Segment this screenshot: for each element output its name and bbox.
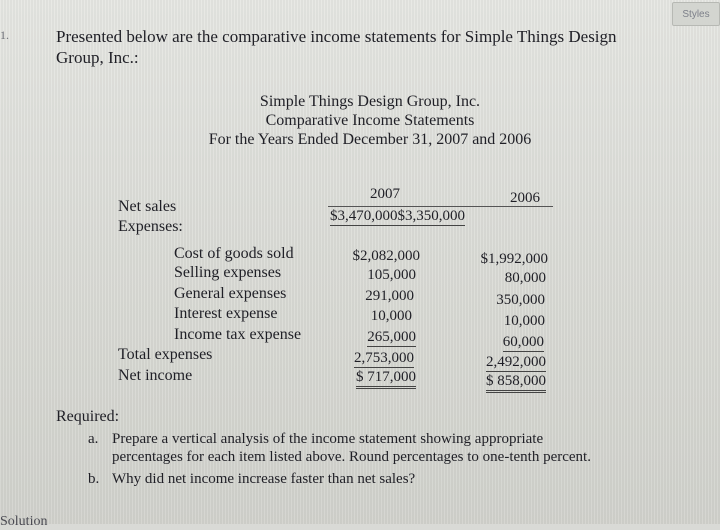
required-a-line-2: percentages for each item listed above. Round percentages to one-tenth percent.	[112, 449, 591, 465]
required-title: Required:	[56, 408, 120, 425]
statement-heading	[160, 92, 580, 149]
expense-2007-income-tax: 265,000	[367, 329, 416, 345]
required-a-marker: a.	[88, 431, 99, 447]
expense-label-interest: Interest expense	[174, 305, 278, 322]
required-b-marker: b.	[88, 471, 100, 487]
required-a-text	[112, 430, 692, 466]
expense-label-cogs: Cost of goods sold	[174, 245, 294, 262]
column-header-2007: 2007	[370, 186, 400, 202]
intro-line-1: Presented below are the comparative income statements for Simple Things Design	[56, 27, 617, 46]
expense-label-income-tax: Income tax expense	[174, 326, 302, 343]
net-sales-label: Net sales	[118, 198, 177, 215]
expense-2006-interest: 10,000	[503, 313, 545, 329]
expense-2006-cogs: $1,992,000	[480, 251, 548, 267]
expense-2006-income-tax: 60,000	[502, 334, 544, 350]
expense-2007-interest: 10,000	[370, 308, 412, 324]
problem-number: 1.	[0, 28, 9, 42]
expense-label-selling: Selling expenses	[174, 264, 282, 281]
total-expenses-2007: 2,753,000	[354, 350, 414, 366]
expense-2007-general: 291,000	[365, 288, 414, 304]
required-b-text: Why did net income increase faster than net sales?	[112, 471, 416, 487]
net-income-2006: $ 858,000	[486, 372, 546, 393]
net-income-label: Net income	[118, 367, 193, 384]
net-sales-values: $3,470,000$3,350,000	[330, 208, 465, 224]
total-expenses-2006: 2,492,000	[486, 354, 546, 370]
total-expenses-label: Total expenses	[118, 346, 213, 363]
expenses-label: Expenses:	[118, 218, 183, 235]
expense-2006-selling: 80,000	[504, 270, 546, 286]
required-a-line-1: Prepare a vertical analysis of the income statement showing appropriate	[112, 431, 544, 447]
company-name: Simple Things Design Group, Inc.	[259, 93, 481, 110]
expense-2006-general: 350,000	[496, 292, 545, 308]
statement-title: Comparative Income Statements	[265, 112, 475, 129]
solution-label: Solution	[0, 514, 48, 529]
expense-2007-selling: 105,000	[367, 267, 416, 283]
statement-period: For the Years Ended December 31, 2007 and 2006	[208, 131, 532, 148]
intro-text	[56, 26, 676, 68]
intro-line-2: Group, Inc.:	[56, 48, 139, 67]
styles-button[interactable]: Styles	[672, 2, 720, 26]
expense-2007-cogs: $2,082,000	[352, 248, 420, 264]
column-header-2006: 2006	[510, 190, 540, 206]
net-income-2007: $ 717,000	[356, 368, 416, 389]
expense-label-general: General expenses	[174, 285, 287, 302]
